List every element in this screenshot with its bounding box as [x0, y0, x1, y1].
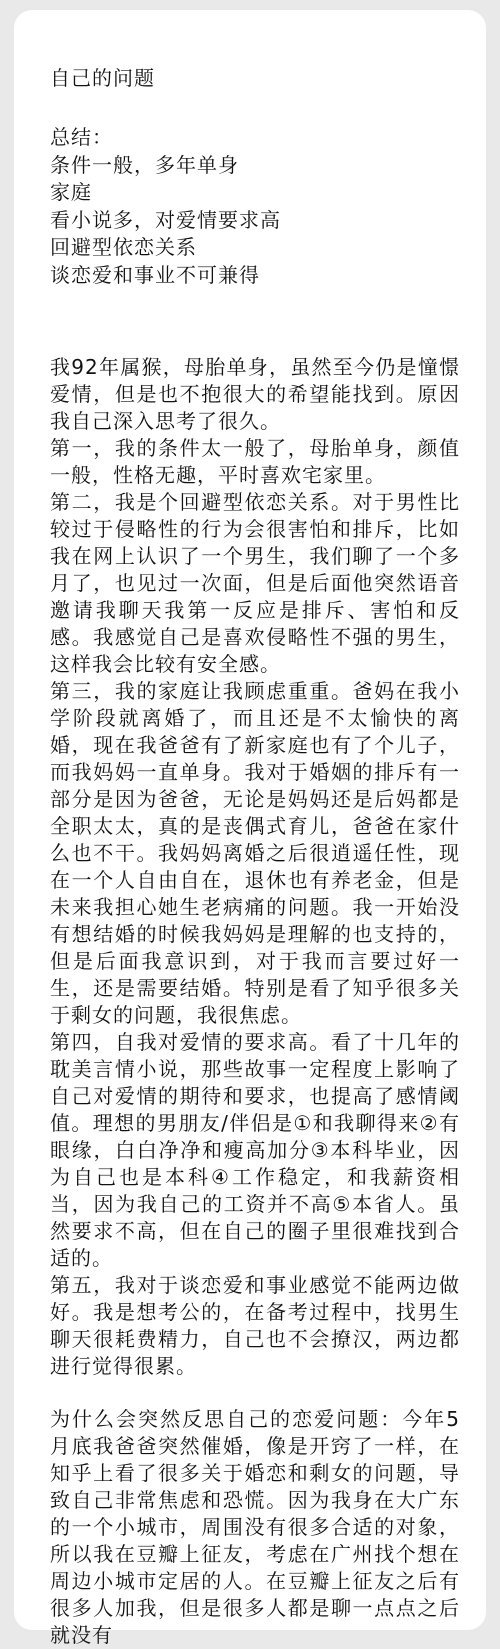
reason-five-paragraph: 第五，我对于谈恋爱和事业感觉不能两边做好。我是想考公的，在备考过程中，找男生聊天很耗费精力，自己也不会撩汉，两边都进行觉得很累。: [50, 1273, 460, 1378]
story-section: [50, 354, 460, 1649]
document-content: [50, 60, 460, 1649]
page-background-top: [0, 0, 500, 10]
reason-two-paragraph: 第二，我是个回避型依恋关系。对于男性比较过于侵略性的行为会很害怕和排斥，比如我在网上认识了一个男生，我们聊了一个多月了，也见过一次面，但是后面他突然语音邀请我聊天我第一反应是排斥、害怕和反感。我感觉自己是喜欢侵略性不强的男生，这样我会比较有安全感。: [50, 490, 460, 676]
summary-item: 家庭: [50, 180, 92, 204]
summary-item: 谈恋爱和事业不可兼得: [50, 262, 260, 287]
summary-item: 回避型依恋关系: [50, 235, 197, 259]
summary-section: [50, 124, 460, 289]
reflection-paragraph: 为什么会突然反思自己的恋爱问题：今年5月底我爸爸突然催婚，像是开窍了一样，在知乎上看了很多关于婚恋和剩女的问题，导致自己非常焦虑和恐慌。因为我身在大广东的一个小城市，周围没有很多合适的对象，所以我在豆瓣上征友，考虑在广州找个想在周边小城市定居的人。在豆瓣上征友之后有很多人加我，但是很多人都是聊一点点之后就没有: [50, 1407, 460, 1647]
summary-item: 条件一般，多年单身: [50, 152, 239, 177]
document-title: 自己的问题: [50, 66, 155, 90]
document-card: [14, 10, 486, 1647]
summary-heading: 总结：: [50, 125, 113, 149]
intro-paragraph: 我92年属猴，母胎单身，虽然至今仍是憧憬爱情，但是也不抱很大的希望能找到。原因我自己深入思考了很久。: [50, 355, 460, 433]
reason-four-paragraph: 第四，自我对爱情的要求高。看了十几年的耽美言情小说，那些故事一定程度上影响了自己对爱情的期待和要求，也提高了感情阈值。理想的男朋友/伴侣是①和我聊得来②有眼缘，白白净净和瘦高加分③本科毕业，因为自己也是本科④工作稳定，和我薪资相当，因为我自己的工资并不高⑤本省人。虽然要求不高，但在自己的圈子里很难找到合适的。: [50, 1030, 460, 1270]
reason-one-paragraph: 第一，我的条件太一般了，母胎单身，颜值一般，性格无趣，平时喜欢宅家里。: [50, 436, 460, 487]
reason-three-paragraph: 第三，我的家庭让我顾虑重重。爸妈在我小学阶段就离婚了，而且还是不太愉快的离婚，现在我爸爸有了新家庭也有了个儿子，而我妈妈一直单身。我对于婚姻的排斥有一部分是因为爸爸，无论是妈妈还是后妈都是全职太太，真的是丧偶式育儿，爸爸在家什么也不干。我妈妈离婚之后很逍遥任性，现在一个人自由自在，退休也有养老金，但是未来我担心她生老病痛的问题。我一开始没有想结婚的时候我妈妈是理解的也支持的，但是后面我意识到，对于我而言要过好一生，还是需要结婚。特别是看了知乎很多关于剩女的问题，我很焦虑。: [50, 679, 460, 1027]
summary-item: 看小说多，对爱情要求高: [50, 207, 281, 232]
